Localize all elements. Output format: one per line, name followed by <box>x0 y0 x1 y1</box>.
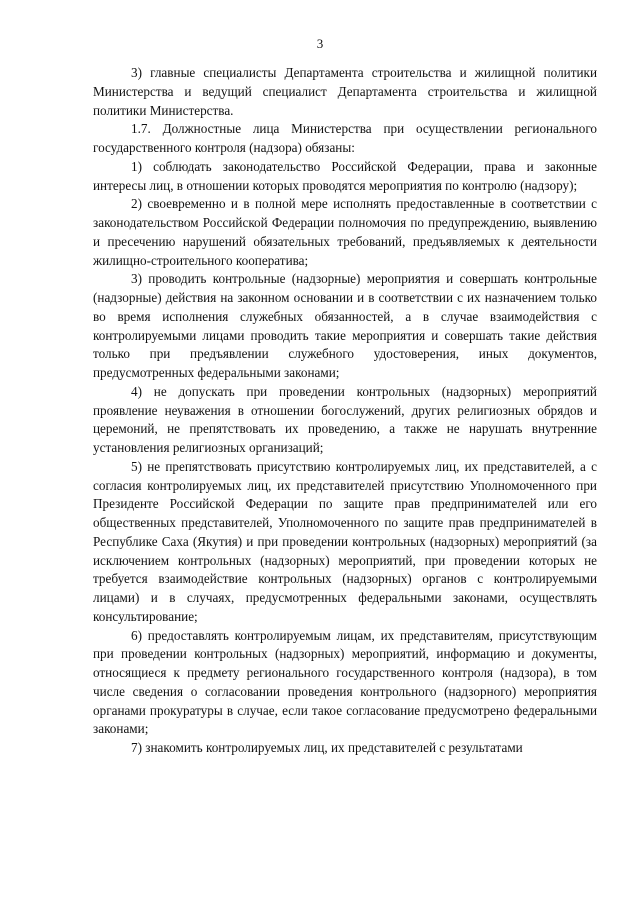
paragraph-duty-2: 2) своевременно и в полной мере исполнять предоставленные в соответствии с законодательством Российской Федерации полномочия по предупреждению, выявлению и пресечению нарушений обязательных требований, предъявляемых к деятельности жилищно-строительного кооператива; <box>93 196 597 268</box>
paragraph-duty-7: 7) знакомить контролируемых лиц, их представителей с результатами <box>131 740 523 755</box>
page-number: 3 <box>316 36 324 51</box>
paragraph-section-1-7: 1.7. Должностные лица Министерства при осуществлении регионального государственного контроля (надзора) обязаны: <box>93 121 597 155</box>
paragraph-duty-1: 1) соблюдать законодательство Российской Федерации, права и законные интересы лиц, в отношении которых проводятся мероприятия по контролю (надзору); <box>93 158 597 193</box>
paragraph-item-3-specialists: 3) главные специалисты Департамента строительства и жилищной политики Министерства и ведущий специалист Департамента строительства и жилищной политики Министерства. <box>93 65 597 118</box>
paragraph-duty-4: 4) не допускать при проведении контрольных (надзорных) мероприятий проявление неуважения в отношении богослужений, других религиозных обрядов и церемоний, не препятствовать их проведению, а также не нарушать внутренние установления религиозных организаций; <box>93 383 597 455</box>
paragraph-duty-5: 5) не препятствовать присутствию контролируемых лиц, их представителей, а с согласия контролируемых лиц, их представителей присутствию Уполномоченного при Президенте Российской Федерации по защите прав предпринимателей или его общественных представителей, Уполномоченного по защите прав предпринимателей в Республике Саха (Якутия) и при проведении контрольных (надзорных) мероприятий (за исключением контрольных (надзорных) мероприятий, при проведении которых не требуется взаимодействие контрольных (надзорных) органов с контролируемыми лицами) и в случаях, предусмотренных федеральными законами, осуществлять консультирование; <box>93 458 597 624</box>
paragraph-duty-6: 6) предоставлять контролируемым лицам, их представителям, присутствующим при проведении контрольных (надзорных) мероприятий, информацию и документы, относящиеся к предмету регионального государственного контроля (надзора), в том числе сведения о согласовании проведения контрольного (надзорного) мероприятия органами прокуратуры в случае, если такое согласование предусмотрено федеральными законами; <box>93 627 597 737</box>
document-body <box>93 64 597 758</box>
paragraph-duty-3: 3) проводить контрольные (надзорные) мероприятия и совершать контрольные (надзорные) действия на законном основании и в соответствии с их назначением только во время исполнения служебных обязанностей, а в случае взаимодействия с контролируемыми лицами проводить такие мероприятия и совершать такие действия только при предъявлении служебного удостоверения, иных документов, предусмотренных федеральными законами; <box>93 271 597 380</box>
